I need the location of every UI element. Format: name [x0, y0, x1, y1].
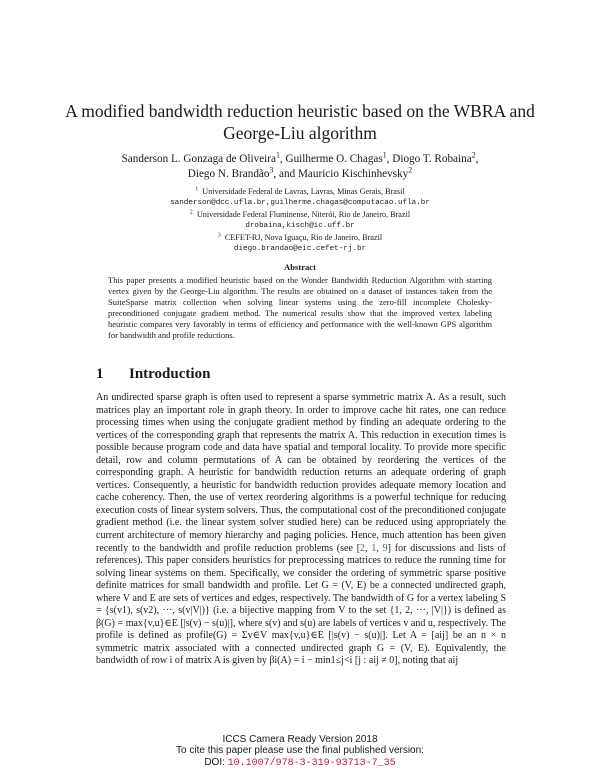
- affiliation-number: 2: [189, 209, 193, 216]
- camera-ready-note: ICCS Camera Ready Version 2018: [222, 734, 378, 745]
- footer-note: [60, 734, 540, 769]
- affiliation-name: CEFET-RJ, Nova Iguaçu, Rio de Janeiro, Brazil: [224, 233, 383, 242]
- affiliation: [100, 186, 500, 198]
- citation-separator: ,: [376, 542, 383, 554]
- abstract-text: This paper presents a modified heuristic based on the Wonder Bandwidth Reduction Algorithm with starting vertex given by the George-Liu algorithm. The results are obtained on a dataset of instances taken from the SuiteSparse matrix collection when solving linear systems using the zero-fill incomplete Cholesky-preconditioned conjugate gradient method. The numerical results show that the improved vertex labeling heuristic compares very favorably in terms of efficiency and performance with the well-known GPS algorithm for bandwidth and profile reductions.: [108, 275, 492, 340]
- author-affil-mark: 2: [408, 164, 413, 174]
- citation-link[interactable]: 9: [382, 542, 388, 554]
- citation-link[interactable]: 2: [360, 542, 366, 554]
- body-text: ] for discussions and lists of references). This paper considers heuristics for preprocessing matrices to reduce the running time for solving linear systems on them. Specifically, we consider the ordering of symmetric sparse positive definite matrices for small bandwidth and profile. Let G = (V, E) be a connected undirected graph, where V and E are sets of vertices and edges, respectively. The bandwidth of G for a vertex labeling S = {s(v1), s(v2), ···, s(v|V|)} (i.e. a bijective mapping from V to the set {1, 2, ···, |V|}) is defined as β(G) = max{v,u}∈E [|s(v) − s(u)|], where s(v) and s(u) are labels of vertices v and u, respectively. The profile is defined as profile(G) = Σv∈V max{v,u}∈E [|s(v) − s(u)|]. Let A = [aij] be an n × n symmetric matrix associated with a connected undirected graph G = (V, E). Equivalently, the bandwidth of row i of matrix A is given by βi(A) = i − min1≤j<i [j : aij ≠ 0], noting that aij: [96, 542, 507, 667]
- citation-separator: ,: [365, 542, 372, 554]
- citation-note: To cite this paper please use the final published version:: [176, 745, 424, 757]
- affiliation-email: sanderson@dcc.ufla.br,guilherme.chagas@computacao.ufla.br: [170, 198, 430, 207]
- affiliation-email: drobaina,kisch@ic.uff.br: [245, 221, 355, 230]
- abstract-heading: Abstract: [284, 262, 316, 272]
- affiliation-email: diego.brandao@eic.cefet-rj.br: [233, 244, 367, 253]
- affiliation-name: Universidade Federal de Lavras, Lavras, Minas Gerais, Brasil: [202, 187, 405, 196]
- section-heading: [96, 366, 210, 383]
- author-name: Sanderson L. Gonzaga de Oliveira: [121, 153, 276, 165]
- affiliation: [100, 232, 500, 244]
- body-text: An undirected sparse graph is often used to represent a sparse symmetric matrix A. As a result, such matrices play an important role in graph theory. In order to improve cache hit rates, one can reduce processing times when using the conjugate gradient method by finding an adequate ordering to the vertices of the corresponding graph that represents the matrix A. This reduction in execution times is possible because program code and data have spatial and temporal locality. To provide more specific detail, row and column permutations of A can be obtained by reordering the vertices of the corresponding graph. A heuristic for bandwidth reduction returns an adequate ordering of graph vertices. Consequently, a heuristic for bandwidth reduction provides adequate memory location and cache coherency. Then, the use of vertex reordering algorithms is a powerful technique for reducing execution costs of linear system solvers. Thus, the computational cost of the preconditioned conjugate gradient method (i.e. the linear system solver studied here) can be reduced using appropriately the current architecture of memory hierarchy and paging policies. Hence, much attention has been given recently to the bandwidth and profile reduction problems (see [: [96, 392, 506, 554]
- author-list: Sanderson L. Gonzaga de Oliveira$^1$, Guilherme O. Chagas$^1$, Diogo T. Robaina$^2$, Diego N. Brandão$^3$, and Mauricio Kischinhevsky$^2$: [121, 150, 479, 180]
- citation-link[interactable]: 1: [371, 542, 377, 554]
- affiliation: [100, 209, 500, 221]
- affiliations: [100, 186, 500, 255]
- affiliation-number: 1: [195, 186, 199, 193]
- body-paragraph: [96, 392, 506, 668]
- author-affil-mark: 1: [382, 150, 387, 160]
- author-affil-mark: 1: [275, 150, 280, 160]
- author-name: , Diogo T. Robaina: [386, 153, 472, 165]
- author-name: , Guilherme O. Chagas: [279, 153, 383, 165]
- author-affil-mark: 2: [471, 150, 476, 160]
- doi-line: [60, 757, 540, 769]
- author-name: , and Mauricio Kischinhevsky: [273, 167, 409, 180]
- paper-title: A modified bandwidth reduction heuristic based on the WBRA and George-Liu algorithm: [65, 101, 535, 143]
- section-title: Introduction: [129, 366, 211, 382]
- author-name: Diego N. Brandão: [187, 167, 270, 180]
- section-number: 1: [96, 366, 104, 382]
- author-affil-mark: 3: [269, 164, 274, 174]
- doi-link[interactable]: 10.1007/978-3-319-93713-7_35: [227, 757, 396, 769]
- affiliation-name: Universidade Federal Fluminense, Niterói, Rio de Janeiro, Brazil: [196, 210, 411, 219]
- affiliation-number: 3: [217, 232, 221, 239]
- doi-label: DOI:: [204, 756, 228, 768]
